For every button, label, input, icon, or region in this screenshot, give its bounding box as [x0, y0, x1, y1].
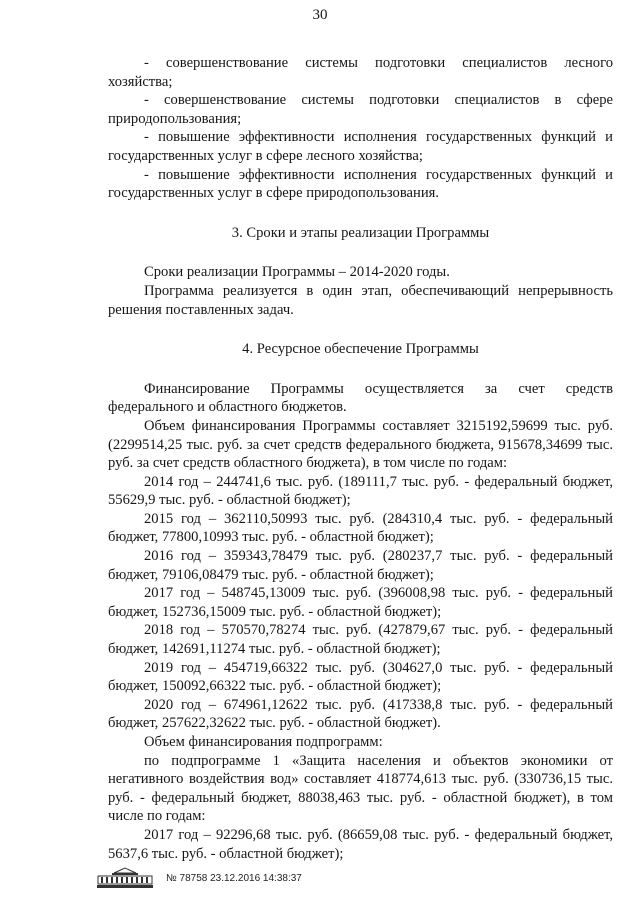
year-funding: 2017 год – 548745,13009 тыс. руб. (396008,98 тыс. руб. - федеральный бюджет, 152736,15009 тыс. руб. - областной бюджет);	[108, 585, 613, 620]
paragraph: Сроки реализации Программы – 2014-2020 годы.	[144, 264, 450, 281]
year-funding: 2015 год – 362110,50993 тыс. руб. (284310,4 тыс. руб. - федеральный бюджет, 77800,10993 тыс. руб. - областной бюджет);	[108, 510, 613, 546]
bullet-item: - повышение эффективности исполнения государственных функций и государственных услуг в сфере лесного хозяйства;	[108, 129, 613, 164]
paragraph: Программа реализуется в один этап, обеспечивающий непрерывность решения поставленных задач.	[108, 282, 613, 318]
document-body	[108, 54, 613, 863]
bullet-item: - повышение эффективности исполнения государственных функций и государственных услуг в сфере природопользования.	[108, 166, 613, 202]
year-funding: 2019 год – 454719,66322 тыс. руб. (304627,0 тыс. руб. - федеральный бюджет, 150092,66322 тыс. руб. - областной бюджет);	[108, 659, 613, 695]
paragraph: Объем финансирования Программы составляет 3215192,59699 тыс. руб. (2299514,25 тыс. руб. за счет средств федерального бюджета, 915678,34699 тыс. руб. за счет средств областного бюджета), в том числе по годам:	[108, 417, 613, 472]
year-funding: 2018 год – 570570,78274 тыс. руб. (427879,67 тыс. руб. - федеральный бюджет, 142691,11274 тыс. руб. - областной бюджет);	[108, 622, 613, 658]
registry-footer	[96, 866, 302, 890]
year-funding: 2016 год – 359343,78479 тыс. руб. (280237,7 тыс. руб. - федеральный бюджет, 79106,08479 тыс. руб. - областной бюджет);	[108, 548, 613, 583]
year-funding: 2017 год – 92296,68 тыс. руб. (86659,08 тыс. руб. - федеральный бюджет, 5637,6 тыс. руб. - областной бюджет);	[108, 826, 613, 862]
paragraph: Финансирование Программы осуществляется за счет средств федерального и областного бюджетов.	[108, 380, 613, 416]
section-3-heading: 3. Сроки и этапы реализации Программы	[231, 224, 490, 241]
page-number: 30	[312, 7, 328, 23]
bullet-item: - совершенствование системы подготовки специалистов в сфере природопользования;	[108, 92, 613, 127]
paragraph: Объем финансирования подпрограмм:	[144, 734, 383, 750]
section-4-heading: 4. Ресурсное обеспечение Программы	[242, 341, 479, 358]
year-funding: 2014 год – 244741,6 тыс. руб. (189111,7 тыс. руб. - федеральный бюджет, 55629,9 тыс. руб. - областной бюджет);	[108, 473, 613, 509]
registry-stamp: № 78758 23.12.2016 14:38:37	[166, 872, 302, 884]
subprogram-paragraph: по подпрограмме 1 «Защита населения и объектов экономики от негативного воздействия вод» составляет 418774,613 тыс. руб. (330736,15 тыс. руб. - федеральный бюджет, 88038,463 тыс. руб. - областной бюджет), в том числе по годам:	[108, 752, 613, 825]
registry-building-icon	[96, 867, 154, 889]
year-funding: 2020 год – 674961,12622 тыс. руб. (417338,8 тыс. руб. - федеральный бюджет, 257622,32622 тыс. руб. - областной бюджет).	[108, 696, 613, 732]
bullet-item: - совершенствование системы подготовки специалистов лесного хозяйства;	[108, 55, 613, 90]
